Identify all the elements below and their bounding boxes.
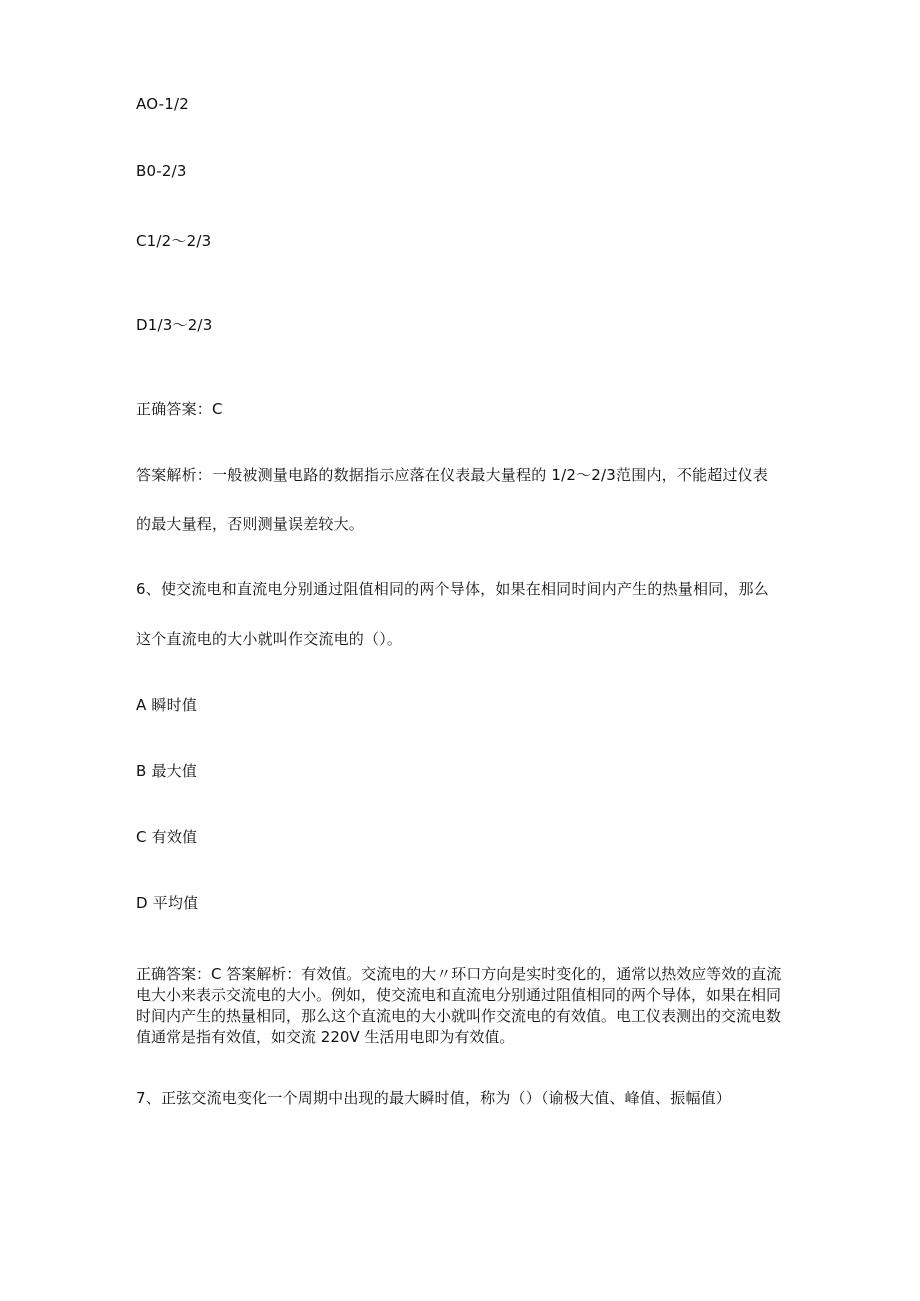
- q5-option-d: D1/3～2/3: [136, 316, 213, 334]
- q5-analysis-line-2: 的最大量程，否则测量误差较大。: [136, 515, 365, 533]
- q5-analysis-line-1: 答案解析：一般被测量电路的数据指示应落在仪表最大量程的 1/2～2/3范围内，不能超过仪表: [136, 466, 769, 484]
- q6-option-c: C 有效值: [136, 828, 198, 846]
- q6-stem-line-2: 这个直流电的大小就叫作交流电的（）。: [136, 630, 403, 648]
- q7-stem: 7、正弦交流电变化一个周期中出现的最大瞬时值，称为（）（谕极大值、峰值、振幅值）: [136, 1089, 732, 1107]
- q6-answer-analysis: 正确答案：C 答案解析：有效值。交流电的大〃环口方向是实时变化的，通常以热效应等效的直流电大小来表示交流电的大小。例如，使交流电和直流电分别通过阻值相同的两个导体，如果在相同时间内产生的热量相同，那么这个直流电的大小就叫作交流电的有效值。电工仪表测出的交流电数值通常是指有效值，如交流 220V 生活用电即为有效值。: [136, 965, 782, 1046]
- q5-option-a: AO-1/2: [136, 95, 189, 113]
- q6-option-a: A 瞬时值: [136, 696, 198, 714]
- q5-answer: 正确答案：C: [136, 400, 223, 418]
- q5-option-b: B0-2/3: [136, 162, 187, 180]
- q6-option-d: D 平均值: [136, 894, 199, 912]
- q6-option-b: B 最大值: [136, 762, 198, 780]
- q6-stem-line-1: 6、使交流电和直流电分别通过阻值相同的两个导体，如果在相同时间内产生的热量相同，那么: [136, 580, 769, 598]
- q5-option-c: C1/2～2/3: [136, 232, 212, 250]
